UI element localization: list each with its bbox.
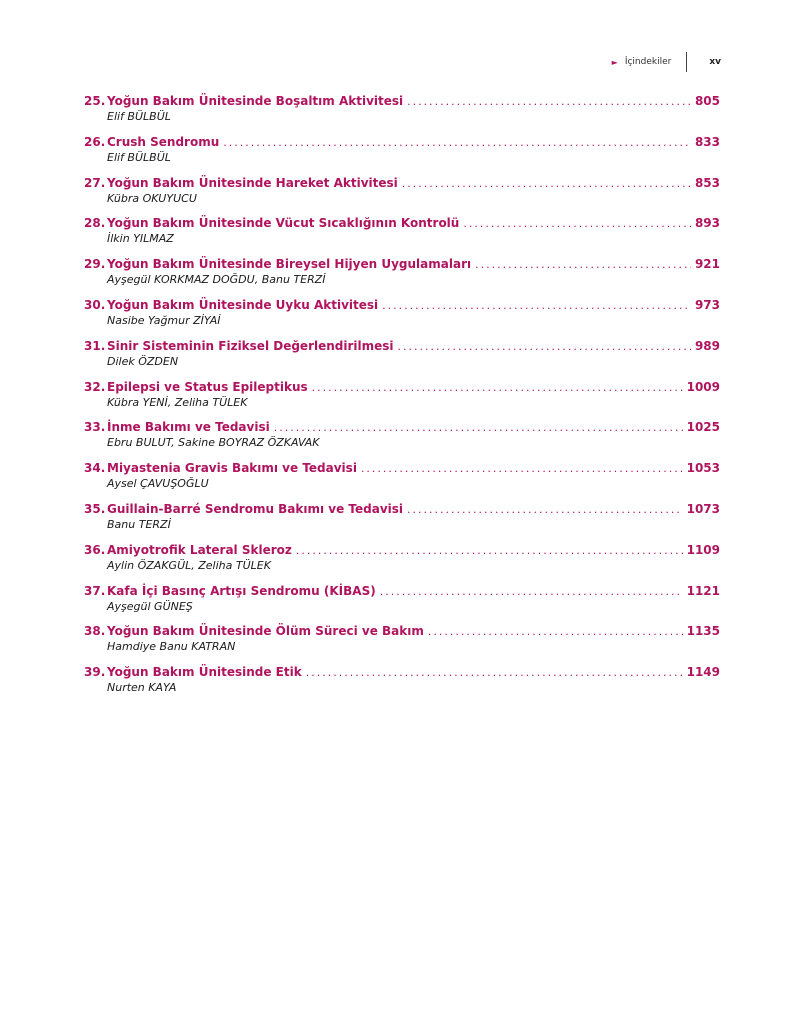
chapter-number: 38. — [84, 624, 106, 639]
triangle-marker-icon: ► — [611, 57, 618, 67]
toc-entry[interactable] — [84, 542, 720, 583]
chapter-authors: İlkin YILMAZ — [107, 232, 174, 246]
chapter-page-number[interactable]: 1135 — [686, 624, 720, 639]
dot-leader — [312, 380, 683, 396]
dot-leader — [382, 298, 691, 314]
toc-entry-heading[interactable] — [84, 419, 720, 436]
chapter-authors: Elif BÜLBÜL — [107, 150, 171, 164]
chapter-page-number[interactable]: 1121 — [686, 583, 720, 598]
toc-entry[interactable] — [84, 134, 720, 175]
chapter-title[interactable]: Yoğun Bakım Ünitesinde Boşaltım Aktivitesi — [107, 94, 404, 108]
section-title: İçindekiler — [624, 57, 672, 67]
toc-entry-heading[interactable] — [84, 623, 720, 640]
chapter-title[interactable]: İnme Bakımı ve Tedavisi — [107, 420, 270, 435]
chapter-page-number[interactable]: 1025 — [686, 420, 720, 435]
chapter-page-number[interactable]: 805 — [694, 94, 720, 108]
chapter-title[interactable]: Yoğun Bakım Ünitesinde Etik — [107, 665, 302, 680]
dot-leader — [463, 216, 691, 232]
chapter-number: 35. — [84, 501, 106, 516]
chapter-page-number[interactable]: 989 — [694, 338, 720, 353]
dot-leader — [306, 665, 683, 681]
chapter-number: 37. — [84, 583, 106, 598]
page-number: xv — [709, 57, 721, 67]
dot-leader — [407, 94, 691, 110]
dot-leader — [274, 420, 683, 436]
chapter-authors: Ayşegül KORKMAZ DOĞDU, Banu TERZİ — [107, 273, 326, 287]
dot-leader — [407, 502, 683, 518]
chapter-number: 26. — [84, 134, 106, 149]
toc-entry-heading[interactable] — [84, 338, 720, 355]
toc-entry[interactable] — [84, 623, 720, 664]
toc-entry-heading[interactable] — [84, 256, 720, 273]
chapter-number: 30. — [84, 297, 106, 312]
dot-leader — [380, 584, 683, 600]
header-divider — [686, 52, 687, 72]
toc-entry-heading[interactable] — [84, 93, 720, 110]
chapter-title[interactable]: Guillain-Barré Sendromu Bakımı ve Tedavisi — [107, 501, 404, 516]
toc-entry[interactable] — [84, 379, 720, 420]
chapter-authors: Elif BÜLBÜL — [107, 110, 171, 123]
chapter-page-number[interactable]: 853 — [694, 175, 720, 190]
chapter-number: 36. — [84, 542, 106, 557]
toc-entry[interactable] — [84, 175, 720, 216]
chapter-page-number[interactable]: 973 — [694, 297, 720, 312]
chapter-title[interactable]: Yoğun Bakım Ünitesinde Uyku Aktivitesi — [107, 297, 379, 312]
chapter-authors: Aysel ÇAVUŞOĞLU — [107, 477, 209, 491]
toc-entry[interactable] — [84, 583, 720, 624]
toc-entry[interactable] — [84, 501, 720, 542]
toc-entry[interactable] — [84, 297, 720, 338]
chapter-number: 33. — [84, 420, 106, 435]
chapter-number: 31. — [84, 338, 106, 353]
dot-leader — [361, 461, 683, 477]
dot-leader — [398, 339, 691, 355]
chapter-title[interactable]: Yoğun Bakım Ünitesinde Vücut Sıcaklığının Kontrolü — [107, 216, 460, 231]
chapter-page-number[interactable]: 921 — [694, 257, 720, 272]
chapter-title[interactable]: Crush Sendromu — [107, 134, 220, 149]
chapter-number: 32. — [84, 379, 106, 394]
chapter-page-number[interactable]: 1109 — [686, 542, 720, 557]
chapter-title[interactable]: Miyastenia Gravis Bakımı ve Tedavisi — [107, 461, 357, 476]
toc-entry-heading[interactable] — [84, 583, 720, 600]
chapter-title[interactable]: Epilepsi ve Status Epileptikus — [107, 379, 308, 394]
toc-entry[interactable] — [84, 338, 720, 379]
toc-entry[interactable] — [84, 419, 720, 460]
chapter-authors: Banu TERZİ — [107, 517, 171, 531]
dot-leader — [296, 543, 683, 559]
chapter-authors: Kübra YENİ, Zeliha TÜLEK — [107, 395, 248, 409]
chapter-authors: Ebru BULUT, Sakine BOYRAZ ÖZKAVAK — [107, 436, 320, 450]
chapter-authors: Nurten KAYA — [107, 681, 177, 695]
dot-leader — [223, 135, 691, 151]
chapter-authors: Ayşegül GÜNEŞ — [107, 599, 193, 613]
toc-entry-heading[interactable] — [84, 501, 720, 518]
toc-entry-heading[interactable] — [84, 664, 720, 681]
toc-entry-heading[interactable] — [84, 175, 720, 192]
chapter-title[interactable]: Kafa İçi Basınç Artışı Sendromu (KİBAS) — [107, 583, 376, 598]
dot-leader — [475, 257, 691, 273]
chapter-page-number[interactable]: 1053 — [686, 461, 720, 476]
chapter-authors: Dilek ÖZDEN — [107, 354, 179, 368]
chapter-title[interactable]: Yoğun Bakım Ünitesinde Bireysel Hijyen Uygulamaları — [107, 257, 472, 272]
toc-entry-heading[interactable] — [84, 134, 720, 151]
chapter-number: 27. — [84, 175, 106, 190]
toc-entry-heading[interactable] — [84, 379, 720, 396]
toc-entry-heading[interactable] — [84, 460, 720, 477]
chapter-number: 29. — [84, 257, 106, 272]
chapter-authors: Hamdiye Banu KATRAN — [107, 640, 236, 654]
chapter-number: 28. — [84, 216, 106, 231]
toc-entry[interactable] — [84, 256, 720, 297]
chapter-number: 39. — [84, 665, 106, 680]
toc-entry[interactable] — [84, 215, 720, 256]
dot-leader — [402, 176, 691, 192]
toc-entry[interactable] — [84, 664, 720, 705]
chapter-page-number[interactable]: 1009 — [686, 379, 720, 394]
running-header — [612, 52, 721, 72]
chapter-page-number[interactable]: 893 — [694, 216, 720, 231]
chapter-page-number[interactable]: 833 — [694, 134, 720, 149]
chapter-title[interactable]: Amiyotrofik Lateral Skleroz — [107, 542, 292, 557]
toc-entry[interactable] — [84, 460, 720, 501]
chapter-title[interactable]: Yoğun Bakım Ünitesinde Hareket Aktivitesi — [107, 175, 398, 190]
chapter-number: 34. — [84, 461, 106, 476]
chapter-page-number[interactable]: 1149 — [686, 665, 720, 680]
chapter-authors: Aylin ÖZAKGÜL, Zeliha TÜLEK — [107, 558, 271, 572]
chapter-page-number[interactable]: 1073 — [686, 501, 720, 516]
chapter-title[interactable]: Yoğun Bakım Ünitesinde Ölüm Süreci ve Bakım — [107, 624, 424, 639]
toc-entry-heading[interactable] — [84, 297, 720, 314]
chapter-title[interactable]: Sinir Sisteminin Fiziksel Değerlendirilmesi — [107, 338, 394, 353]
dot-leader — [428, 624, 683, 640]
chapter-authors: Nasibe Yağmur ZİYAİ — [107, 313, 221, 327]
toc-entry[interactable] — [84, 93, 720, 134]
chapter-number: 25. — [84, 94, 106, 108]
chapter-authors: Kübra OKUYUCU — [107, 191, 197, 205]
toc-entry-heading[interactable] — [84, 542, 720, 559]
toc-entry-heading[interactable] — [84, 215, 720, 232]
table-of-contents — [84, 93, 720, 705]
